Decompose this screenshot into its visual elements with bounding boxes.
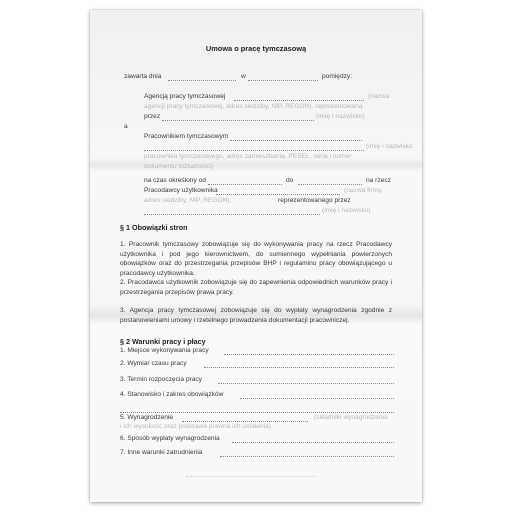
represented-by-label: reprezentowanego przez	[278, 197, 351, 204]
user-employer-label: Pracodawcy użytkownika	[144, 187, 218, 194]
user-employer-hint-1: (nazwa firmy,	[344, 187, 383, 194]
period-to-label: do	[286, 177, 294, 184]
document-title: Umowa o pracę tymczasową	[205, 44, 307, 53]
pay-hint-1: (składniki wynagrodzenia	[314, 414, 388, 421]
between-label: pomiędzy:	[322, 73, 353, 80]
period-label: na czas określony od	[144, 177, 206, 184]
document-sheet	[90, 10, 422, 502]
pay-hint-2: i ich wysokość oraz podstawa prawna ich ustalenia)	[120, 423, 271, 430]
place-field[interactable]	[248, 80, 318, 81]
condition-item-7: 7. Inne warunki zatrudnienia	[120, 449, 203, 456]
in-label: w	[241, 73, 246, 80]
condition-item-6: 6. Sposób wypłaty wynagrodzenia	[120, 435, 220, 442]
section-1-paragraph-3: 3. Agencja pracy tymczasowej zobowiązuje się do wypłaty wynagrodzenia zgodnie z postanowieniami umowy i rzetelnego prowadzenia dokumentacji pracowniczej.	[120, 307, 392, 324]
period-from-field[interactable]	[208, 184, 282, 185]
worker-label: Pracownikiem tymczasowym	[144, 133, 229, 140]
section-1-paragraph-1: 1. Pracownik tymczasowy zobowiązuje się do wykonywania pracy na rzecz Pracodawcy użytkownika i pod jego kierownictwem, do sumiennego wypełniania powierzonych obowiązków oraz do przestrzegania przepisów BHP i regulaminu pracy obowiązującego u pracodawcy użytkownika.	[120, 241, 392, 277]
section-1-heading: § 1 Obowiązki stron	[120, 223, 188, 232]
worker-field[interactable]	[230, 140, 362, 141]
concluded-on-label: zawarta dnia	[124, 73, 162, 80]
condition-field-3[interactable]	[218, 383, 394, 384]
condition-field-7[interactable]	[220, 456, 394, 457]
user-representative-field[interactable]	[144, 214, 320, 215]
condition-item-4: 4. Stanowisko i zakres obowiązków	[120, 391, 224, 398]
user-employer-field[interactable]	[216, 194, 340, 195]
condition-field-2[interactable]	[204, 367, 394, 368]
faint-signature-line	[186, 476, 316, 477]
condition-item-5: 5. Wynagrodzenie	[120, 414, 174, 421]
for-label: na rzecz	[366, 177, 391, 184]
condition-field-1[interactable]	[224, 354, 394, 355]
condition-field-6[interactable]	[232, 442, 394, 443]
user-employer-hint-3: (imię i nazwisko)	[322, 207, 371, 214]
agency-representative-field[interactable]	[162, 120, 314, 121]
agency-field[interactable]	[234, 100, 364, 101]
agency-hint-2: agencji pracy tymczasowej, adres siedziby, NIP, REGON), reprezentowaną	[144, 103, 363, 110]
date-field[interactable]	[168, 80, 236, 81]
worker-hint-3: dokumentu tożsamości)	[144, 163, 214, 170]
section-2-heading: § 2 Warunki pracy i płacy	[120, 337, 206, 346]
worker-field-line-2[interactable]	[144, 150, 364, 151]
condition-item-2: 2. Wymiar czasu pracy	[120, 360, 187, 367]
and-label: a	[124, 123, 128, 130]
agency-hint-1: (nazwa	[368, 93, 390, 100]
worker-hint-2: pracownika tymczasowego, adres zamieszkania, PESEL, seria i numer	[144, 153, 352, 160]
worker-hint-1: (imię i nazwisko	[366, 143, 413, 150]
condition-field-4[interactable]	[240, 398, 394, 399]
agency-by-label: przez	[144, 113, 161, 120]
agency-hint-3: (imię i nazwisko)	[316, 113, 365, 120]
user-employer-hint-2: adres siedziby, NIP, REGON),	[144, 197, 232, 204]
period-to-field[interactable]	[298, 184, 362, 185]
section-1-paragraph-2: 2. Pracodawca użytkownik zobowiązuje się do zapewnienia odpowiednich warunków pracy i przestrzegania przepisów prawa pracy.	[120, 279, 392, 296]
condition-item-1: 1. Miejsce wykonywania pracy	[120, 347, 209, 354]
condition-item-3: 3. Termin rozpoczęcia pracy	[120, 376, 202, 383]
agency-label: Agencją pracy tymczasowej	[144, 93, 226, 100]
